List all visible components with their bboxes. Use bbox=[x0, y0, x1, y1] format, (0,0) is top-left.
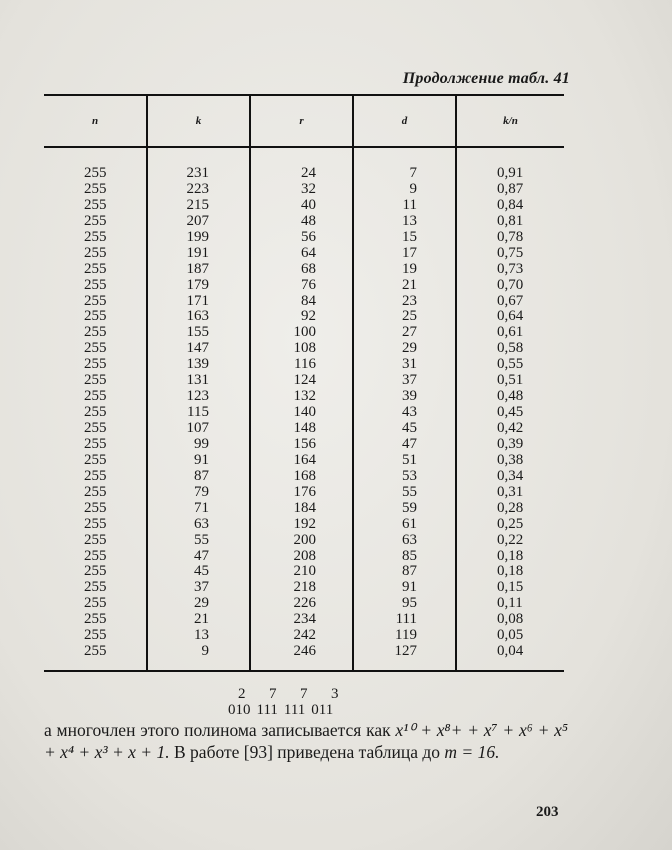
cell-n: 255 bbox=[84, 467, 107, 484]
cell-d: 21 bbox=[402, 276, 417, 293]
cell-r: 200 bbox=[293, 531, 316, 548]
cell-kn: 0,78 bbox=[497, 228, 524, 245]
cell-d: 47 bbox=[402, 435, 417, 452]
cell-k: 223 bbox=[186, 180, 209, 197]
cell-kn: 0,75 bbox=[497, 244, 524, 261]
binary-groups bbox=[228, 702, 378, 718]
cell-kn: 0,38 bbox=[497, 451, 524, 468]
cell-n: 255 bbox=[84, 515, 107, 532]
cell-r: 148 bbox=[293, 420, 316, 436]
cell-k: 215 bbox=[186, 196, 209, 213]
cell-d: 51 bbox=[402, 451, 417, 468]
cell-kn: 0,25 bbox=[497, 515, 524, 532]
page-number: 203 bbox=[536, 804, 559, 820]
cell-kn: 0,64 bbox=[497, 308, 524, 325]
cell-n: 255 bbox=[84, 627, 107, 644]
cell-n: 255 bbox=[84, 643, 107, 660]
cell-r: 184 bbox=[293, 499, 316, 516]
cell-r: 100 bbox=[293, 324, 316, 341]
cell-n: 255 bbox=[84, 324, 107, 341]
cell-n: 255 bbox=[84, 196, 107, 213]
cell-d: 29 bbox=[402, 340, 417, 357]
cell-kn: 0,81 bbox=[497, 212, 524, 229]
cell-kn: 0,61 bbox=[497, 324, 524, 341]
paragraph-text-after: В работе [93] приведена таблица до bbox=[174, 742, 441, 762]
cell-r: 68 bbox=[301, 260, 316, 277]
cell-d: 19 bbox=[402, 260, 417, 277]
cell-n: 255 bbox=[84, 276, 107, 293]
octal-digit: 7 bbox=[269, 686, 277, 702]
cell-r: 84 bbox=[301, 292, 316, 309]
cell-n: 255 bbox=[84, 499, 107, 516]
cell-k: 29 bbox=[194, 595, 209, 612]
cell-r: 116 bbox=[294, 356, 316, 373]
cell-k: 71 bbox=[194, 499, 209, 516]
cell-kn: 0,51 bbox=[497, 372, 524, 389]
cell-n: 255 bbox=[84, 388, 107, 405]
cell-d: 95 bbox=[402, 595, 417, 612]
cell-d: 127 bbox=[394, 643, 417, 660]
cell-kn: 0,45 bbox=[497, 404, 524, 421]
cell-n: 255 bbox=[84, 579, 107, 596]
cell-k: 139 bbox=[186, 356, 209, 373]
cell-d: 27 bbox=[402, 324, 417, 341]
column-n bbox=[44, 147, 147, 671]
cell-kn: 0,84 bbox=[497, 196, 524, 213]
cell-r: 24 bbox=[301, 165, 316, 181]
cell-n: 255 bbox=[84, 180, 107, 197]
cell-kn: 0,34 bbox=[497, 467, 524, 484]
cell-d: 9 bbox=[409, 180, 417, 197]
cell-r: 164 bbox=[293, 451, 316, 468]
cell-k: 199 bbox=[186, 228, 209, 245]
octal-digit: 3 bbox=[331, 686, 339, 702]
cell-n: 255 bbox=[84, 228, 107, 245]
column-k bbox=[147, 147, 250, 671]
cell-d: 53 bbox=[402, 467, 417, 484]
cell-d: 31 bbox=[402, 356, 417, 373]
cell-kn: 0,55 bbox=[497, 356, 524, 373]
cell-d: 23 bbox=[402, 292, 417, 309]
cell-n: 255 bbox=[84, 547, 107, 564]
cell-r: 92 bbox=[301, 308, 316, 325]
cell-n: 255 bbox=[84, 435, 107, 452]
cell-k: 107 bbox=[186, 420, 209, 436]
cell-r: 124 bbox=[293, 372, 316, 389]
cell-k: 99 bbox=[194, 435, 209, 452]
cell-kn: 0,91 bbox=[497, 165, 524, 181]
cell-n: 255 bbox=[84, 165, 107, 181]
cell-r: 242 bbox=[293, 627, 316, 644]
cell-k: 87 bbox=[194, 467, 209, 484]
polynomial-expression: x¹⁰ + x⁸+ + x⁷ + x⁶ + x⁵ + x⁴ + x³ + x + 1. bbox=[44, 720, 569, 762]
cell-r: 64 bbox=[301, 244, 316, 261]
header-r: r bbox=[250, 95, 353, 147]
cell-k: 79 bbox=[194, 483, 209, 500]
column-d bbox=[353, 147, 456, 671]
cell-r: 140 bbox=[293, 404, 316, 421]
header-n: n bbox=[44, 95, 147, 147]
binary-group: 011 bbox=[311, 702, 334, 718]
octal-digit: 7 bbox=[300, 686, 308, 702]
cell-kn: 0,73 bbox=[497, 260, 524, 277]
cell-k: 163 bbox=[186, 308, 209, 325]
cell-k: 55 bbox=[194, 531, 209, 548]
octal-digit: 2 bbox=[238, 686, 246, 702]
cell-n: 255 bbox=[84, 404, 107, 421]
cell-k: 179 bbox=[186, 276, 209, 293]
cell-r: 156 bbox=[293, 435, 316, 452]
cell-k: 171 bbox=[186, 292, 209, 309]
cell-k: 63 bbox=[194, 515, 209, 532]
table-body bbox=[44, 147, 564, 671]
cell-n: 255 bbox=[84, 308, 107, 325]
cell-r: 246 bbox=[293, 643, 316, 660]
cell-n: 255 bbox=[84, 260, 107, 277]
table-caption: Продолжение табл. 41 bbox=[402, 70, 570, 87]
cell-d: 11 bbox=[402, 196, 417, 213]
cell-n: 255 bbox=[84, 340, 107, 357]
binary-group: 111 bbox=[256, 702, 278, 718]
cell-r: 56 bbox=[301, 228, 316, 245]
cell-d: 85 bbox=[402, 547, 417, 564]
cell-n: 255 bbox=[84, 372, 107, 389]
cell-d: 55 bbox=[402, 483, 417, 500]
cell-k: 207 bbox=[186, 212, 209, 229]
cell-k: 91 bbox=[194, 451, 209, 468]
cell-r: 108 bbox=[293, 340, 316, 357]
octal-binary-expansion bbox=[228, 686, 378, 718]
cell-kn: 0,15 bbox=[497, 579, 524, 596]
cell-d: 43 bbox=[402, 404, 417, 421]
cell-k: 187 bbox=[186, 260, 209, 277]
cell-d: 45 bbox=[402, 420, 417, 436]
cell-n: 255 bbox=[84, 244, 107, 261]
cell-n: 255 bbox=[84, 531, 107, 548]
cell-kn: 0,08 bbox=[497, 611, 524, 628]
cell-kn: 0,05 bbox=[497, 627, 524, 644]
cell-kn: 0,48 bbox=[497, 388, 524, 405]
cell-kn: 0,11 bbox=[497, 595, 523, 612]
cell-k: 147 bbox=[186, 340, 209, 357]
cell-r: 168 bbox=[293, 467, 316, 484]
cell-d: 37 bbox=[402, 372, 417, 389]
cell-d: 111 bbox=[395, 611, 417, 628]
cell-kn: 0,28 bbox=[497, 499, 524, 516]
cell-k: 191 bbox=[186, 244, 209, 261]
m-expression: m = 16. bbox=[444, 742, 500, 762]
header-kn: k/n bbox=[456, 95, 564, 147]
cell-n: 255 bbox=[84, 451, 107, 468]
cell-r: 176 bbox=[293, 483, 316, 500]
cell-kn: 0,18 bbox=[497, 563, 524, 580]
cell-r: 48 bbox=[301, 212, 316, 229]
octal-digits bbox=[228, 686, 378, 702]
cell-k: 45 bbox=[194, 563, 209, 580]
cell-r: 40 bbox=[301, 196, 316, 213]
column-r bbox=[250, 147, 353, 671]
cell-kn: 0,70 bbox=[497, 276, 524, 293]
cell-kn: 0,67 bbox=[497, 292, 524, 309]
cell-kn: 0,22 bbox=[497, 531, 524, 548]
cell-d: 59 bbox=[402, 499, 417, 516]
cell-d: 61 bbox=[402, 515, 417, 532]
cell-r: 234 bbox=[293, 611, 316, 628]
cell-k: 37 bbox=[194, 579, 209, 596]
binary-group: 010 bbox=[228, 702, 251, 718]
cell-n: 255 bbox=[84, 483, 107, 500]
cell-k: 13 bbox=[194, 627, 209, 644]
cell-d: 87 bbox=[402, 563, 417, 580]
code-parameters-table bbox=[44, 94, 564, 672]
binary-group: 111 bbox=[283, 702, 306, 718]
cell-r: 226 bbox=[293, 595, 316, 612]
cell-d: 39 bbox=[402, 388, 417, 405]
header-k: k bbox=[147, 95, 250, 147]
cell-n: 255 bbox=[84, 420, 107, 436]
cell-n: 255 bbox=[84, 356, 107, 373]
cell-kn: 0,87 bbox=[497, 180, 524, 197]
cell-d: 13 bbox=[402, 212, 417, 229]
column-kn bbox=[456, 147, 564, 671]
cell-kn: 0,58 bbox=[497, 340, 524, 357]
cell-d: 17 bbox=[402, 244, 417, 261]
cell-kn: 0,04 bbox=[497, 643, 524, 660]
cell-kn: 0,31 bbox=[497, 483, 524, 500]
cell-d: 7 bbox=[409, 165, 417, 181]
cell-r: 208 bbox=[293, 547, 316, 564]
cell-d: 63 bbox=[402, 531, 417, 548]
paragraph-text-before: а многочлен этого полинома записывается как bbox=[44, 720, 391, 740]
cell-n: 255 bbox=[84, 595, 107, 612]
cell-r: 218 bbox=[293, 579, 316, 596]
cell-kn: 0,18 bbox=[497, 547, 524, 564]
cell-n: 255 bbox=[84, 292, 107, 309]
cell-r: 210 bbox=[293, 563, 316, 580]
cell-kn: 0,42 bbox=[497, 420, 524, 436]
cell-k: 231 bbox=[186, 165, 209, 181]
table-header-row bbox=[44, 95, 564, 147]
body-paragraph bbox=[44, 719, 568, 763]
cell-k: 131 bbox=[186, 372, 209, 389]
cell-k: 9 bbox=[201, 643, 209, 660]
cell-d: 15 bbox=[402, 228, 417, 245]
cell-r: 192 bbox=[293, 515, 316, 532]
cell-k: 21 bbox=[194, 611, 209, 628]
cell-kn: 0,39 bbox=[497, 435, 524, 452]
cell-d: 119 bbox=[395, 627, 417, 644]
cell-r: 32 bbox=[301, 180, 316, 197]
cell-k: 155 bbox=[186, 324, 209, 341]
cell-n: 255 bbox=[84, 563, 107, 580]
cell-k: 115 bbox=[187, 404, 209, 421]
cell-n: 255 bbox=[84, 212, 107, 229]
cell-d: 25 bbox=[402, 308, 417, 325]
cell-n: 255 bbox=[84, 611, 107, 628]
cell-k: 123 bbox=[186, 388, 209, 405]
cell-r: 132 bbox=[293, 388, 316, 405]
header-d: d bbox=[353, 95, 456, 147]
cell-d: 91 bbox=[402, 579, 417, 596]
cell-k: 47 bbox=[194, 547, 209, 564]
cell-r: 76 bbox=[301, 276, 316, 293]
